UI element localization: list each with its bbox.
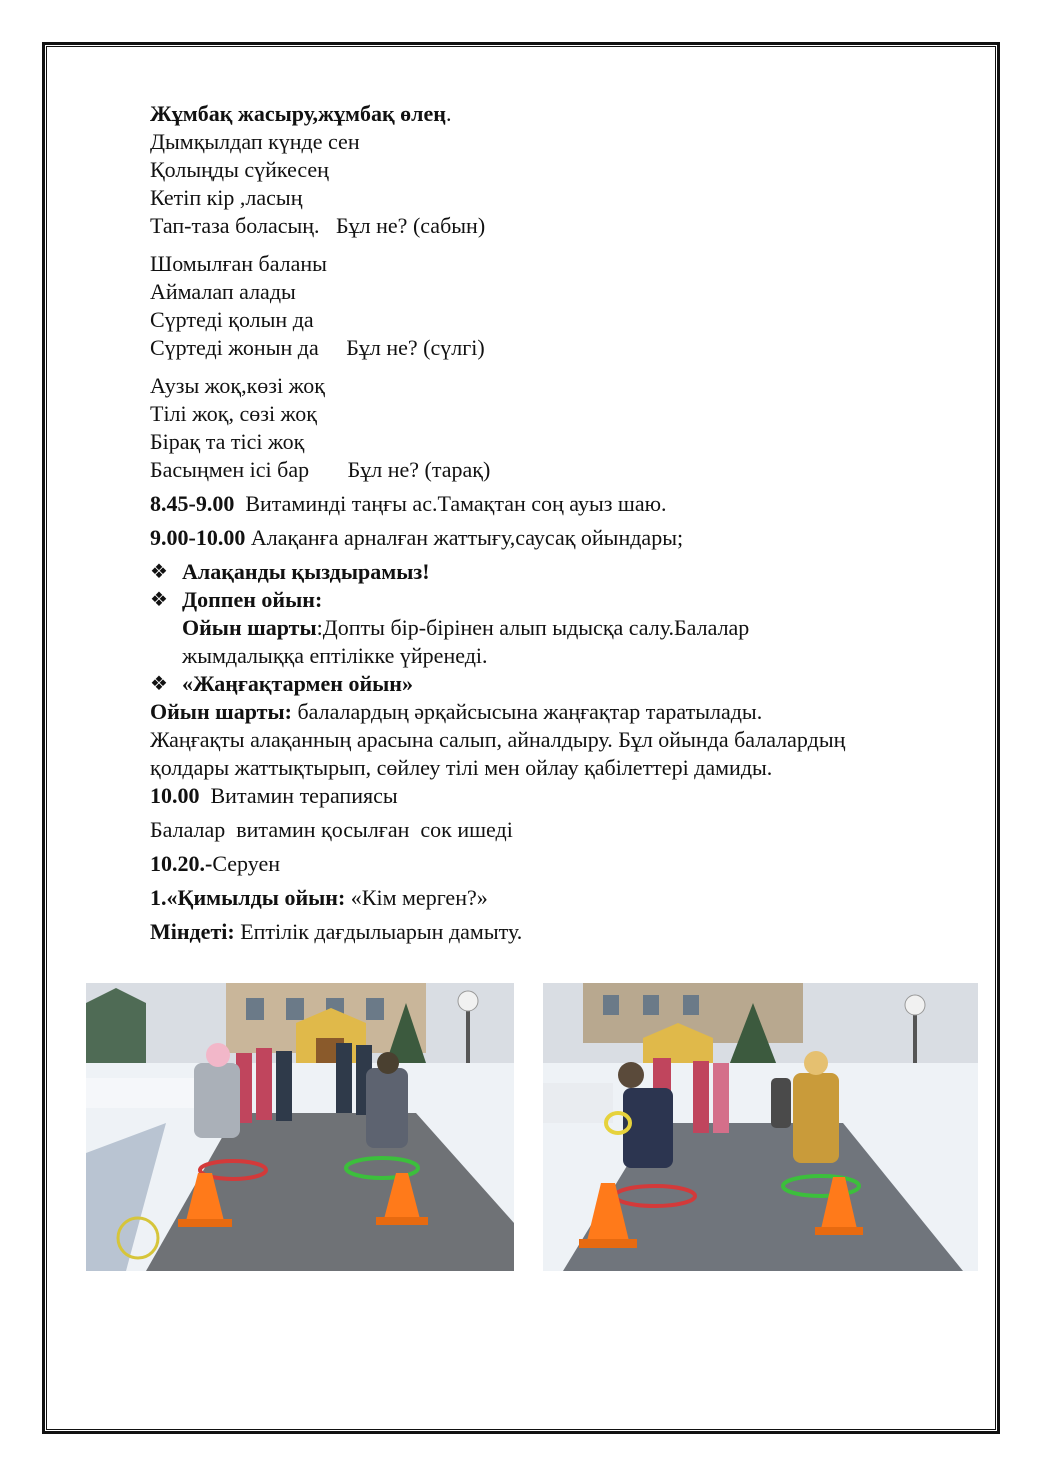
game-ball-rule: Ойын шарты:Допты бір-бірінен алып ыдысқа салу.Балалар (182, 615, 750, 640)
riddle-3-line-3: Бірақ та тісі жоқ (150, 429, 305, 454)
game-nuts-desc-1: Жаңғақты алақанның арасына салып, айналдыру. Бұл ойында балалардың (150, 727, 846, 752)
riddle-1-line-2: Қолыңды сүйкесең (150, 157, 329, 182)
schedule-item-walk: 10.20.-Серуен (150, 851, 280, 876)
riddle-2-line-2: Аймалап алады (150, 279, 296, 304)
riddle-3-line-1: Аузы жоқ,көзі жоқ (150, 373, 325, 398)
diamond-bullet-icon: ❖ (150, 589, 168, 611)
game-nuts-desc-2: қолдары жаттықтырып, сөйлеу тілі мен ойлау қабілеттері дамиды. (150, 755, 773, 780)
game-item-ball: ❖ Доппен ойын: (150, 587, 323, 612)
photo-right (543, 983, 978, 1271)
game-item-warm-hands: ❖ Алақанды қыздырамыз! (150, 559, 430, 584)
walk-game: 1.«Қимылды ойын: «Кім мерген?» (150, 885, 488, 910)
riddle-3-line-2: Тілі жоқ, сөзі жоқ (150, 401, 317, 426)
walk-task: Міндеті: Ептілік дағдылыарын дамыту. (150, 919, 523, 944)
game-item-nuts: ❖ «Жаңғақтармен ойын» (150, 671, 413, 696)
schedule-item-exercise: 9.00-10.00 Алақанға арналған жаттығу,саусақ ойындары; (150, 525, 684, 550)
riddle-heading: Жұмбақ жасыру,жұмбақ өлең. (150, 101, 452, 126)
riddle-3-line-4: Басыңмен ісі бар Бұл не? (тарақ) (150, 457, 491, 482)
riddle-2-line-3: Сүртеді қолын да (150, 307, 314, 332)
schedule-item-vitamin: 10.00 Витамин терапиясы (150, 783, 398, 808)
vitamin-description: Балалар витамин қосылған сок ишеді (150, 817, 513, 842)
riddle-2-line-1: Шомылған баланы (150, 251, 327, 276)
riddle-2-line-4: Сүртеді жонын да Бұл не? (сүлгі) (150, 335, 485, 360)
photo-left (86, 983, 514, 1271)
diamond-bullet-icon: ❖ (150, 673, 168, 695)
riddle-1-line-3: Кетіп кір ,ласың (150, 185, 303, 210)
game-ball-rule-cont: жымдалыққа ептілікке үйренеді. (182, 643, 488, 668)
riddle-1-line-1: Дымқылдап күнде сен (150, 129, 360, 154)
game-nuts-rule: Ойын шарты: балалардың әрқайсысына жаңғақтар таратылады. (150, 699, 763, 724)
diamond-bullet-icon: ❖ (150, 561, 168, 583)
schedule-item-breakfast: 8.45-9.00 Витаминді таңғы ас.Тамақтан соң ауыз шаю. (150, 491, 667, 516)
document-body (150, 100, 980, 946)
riddle-1-line-4: Тап-таза боласың. Бұл не? (сабын) (150, 213, 486, 238)
